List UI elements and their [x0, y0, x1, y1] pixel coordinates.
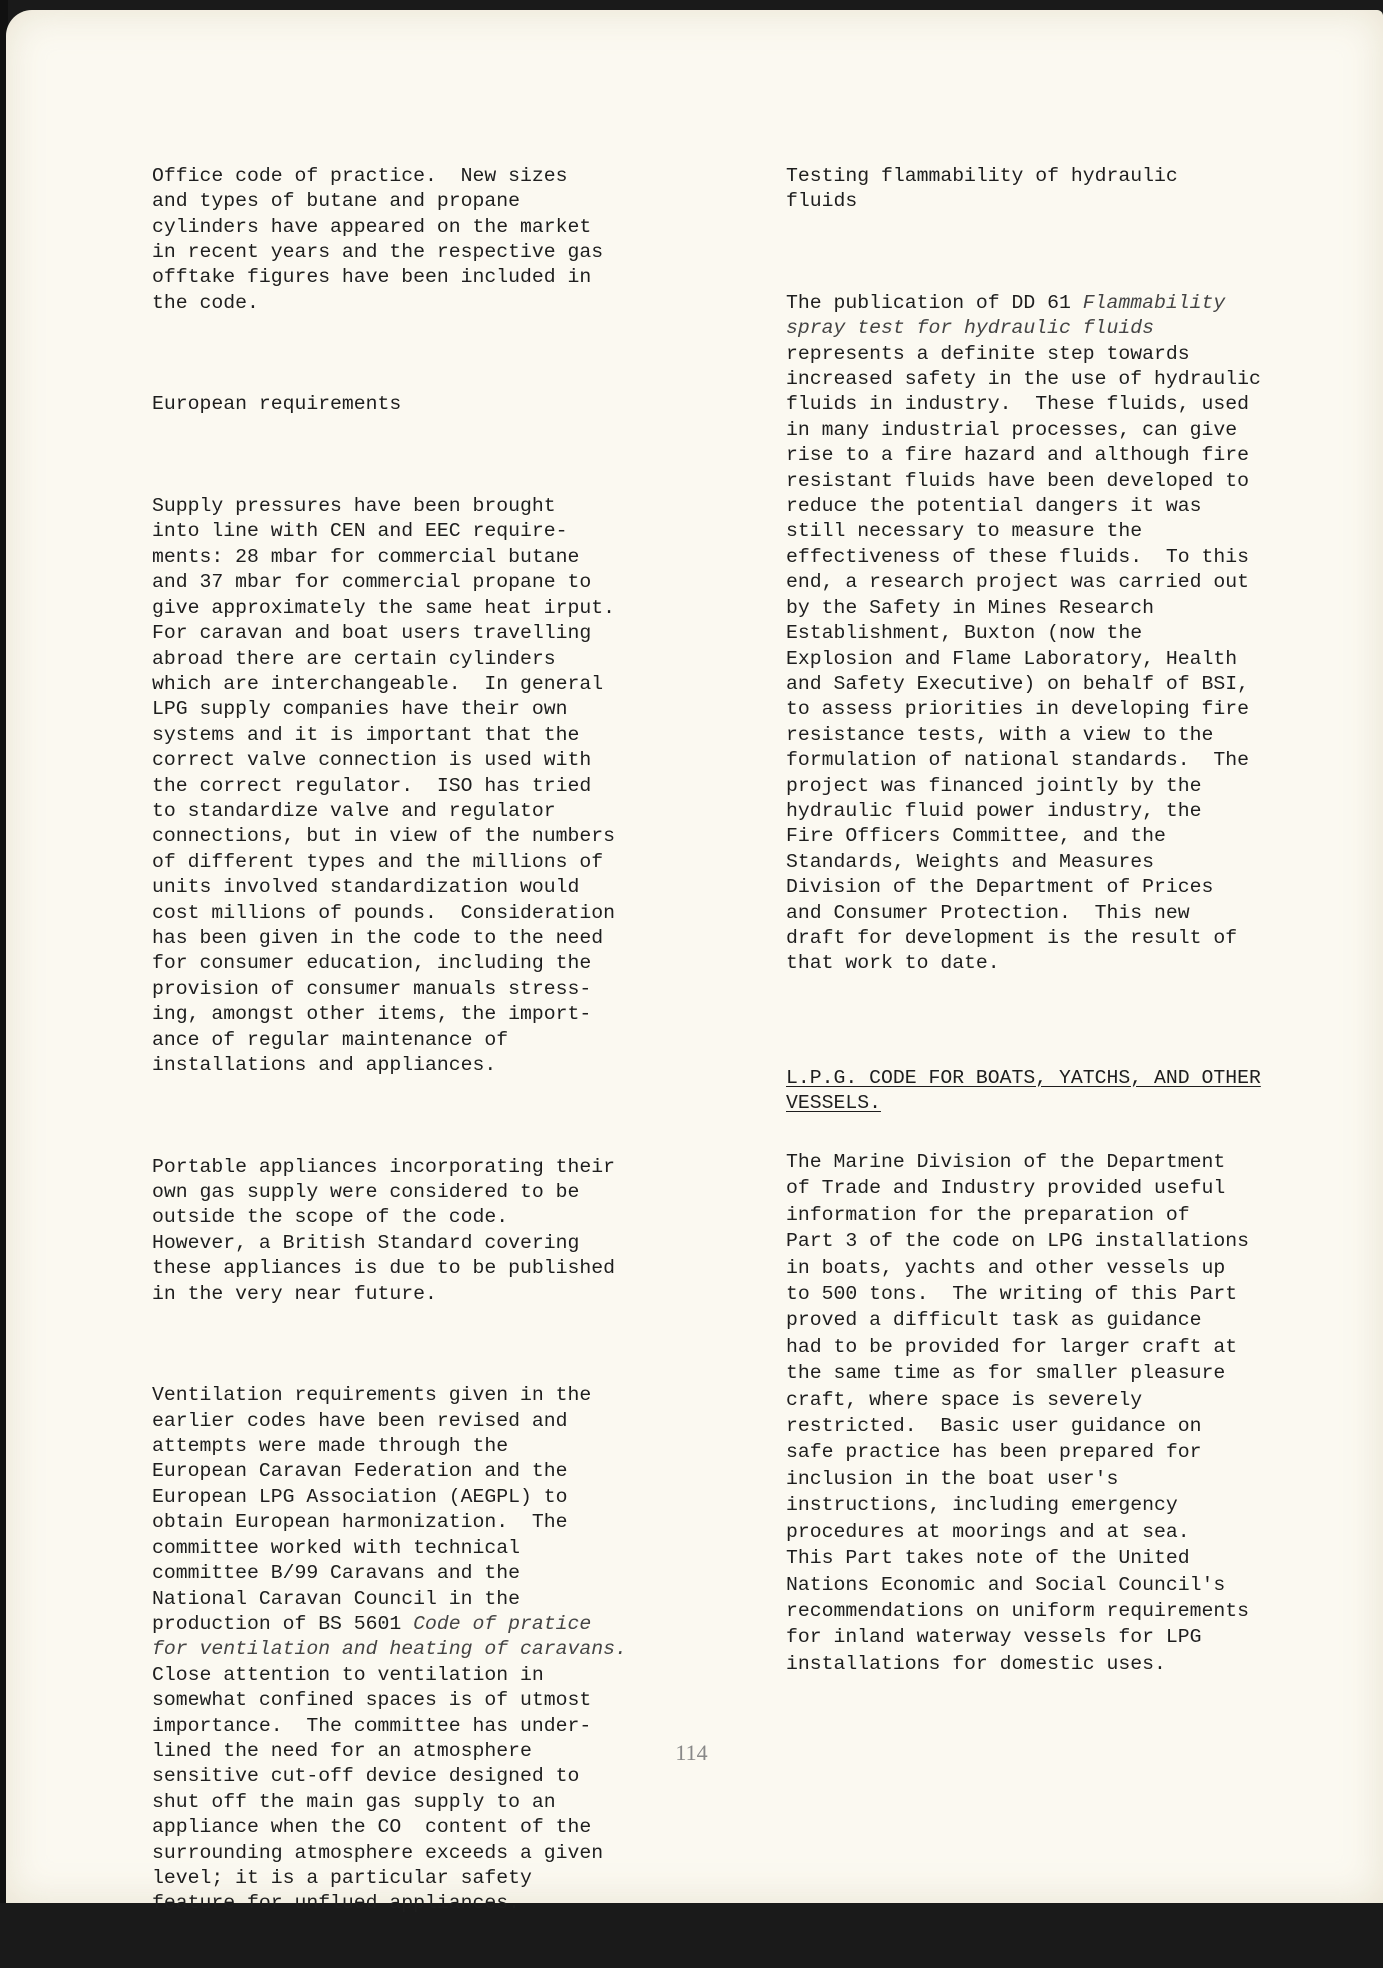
paragraph-marine-division: The Marine Division of the Department of Trade and Industry provided useful information for the preparation of Part 3 of the code on LPG installations in boats, yachts and other vessels up to 500 tons. The writing of this Part proved a difficult task as guidance had to be provided for larger craft at the same time as for smaller pleasure craft, where space is severely restricted. Basic user guidance on safe practice has been prepared for inclusion in the boat user's instructions, including emergency procedures at moorings and at sea. This Part takes note of the United Nations Economic and Social Council's recommendations on uniform requirements for inland waterway vessels for LPG installations for domestic uses. [786, 1151, 1249, 1675]
paragraph-dd61 [786, 291, 1261, 977]
heading-testing-flammability: Testing flammability of hydraulic fluids [786, 164, 1178, 213]
right-column [786, 113, 1261, 1028]
ventilation-text-a: Ventilation requirements given in the earlier codes have been revised and attempts were made through the European Caravan Federation and the European LPG Association (AEGPL) to obtain European harmonization. The committee worked with technical committee B/99 Caravans and the National Caravan Council in the production of BS 5601 [152, 1384, 592, 1635]
heading-lpg-code-boats-text: L.P.G. CODE FOR BOATS, YATCHS, AND OTHER VESSELS. [786, 1067, 1261, 1115]
paragraph-supply-pressures: Supply pressures have been brought into line with CEN and EEC require- ments: 28 mbar for commercial butane and 37 mbar for commercial propane to give approximately the same heat irput. For caravan and boat users travelling abroad there are certain cylinders which are interchangeable. In general LPG supply companies have their own systems and it is important that the correct valve connection is used with the correct regulator. ISO has tried to standardize valve and regulator connections, but in view of the numbers of different types and the millions of units involved standardization would cost millions of pounds. Consideration has been given in the code to the need for consumer education, including the provision of consumer manuals stress- ing, amongst other items, the import- ance of regular maintenance of installations and appliances. [152, 495, 615, 1076]
dd61-text-b: represents a definite step towards increased safety in the use of hydraulic fluids in industry. These fluids, used in many industrial processes, can give rise to a fire hazard and although fire resistant fluids have been developed to reduce the potential dangers it was still necessary to measure the effectiveness of these fluids. To this end, a research project was carried out by the Safety in Mines Research Establishment, Buxton (now the Explosion and Flame Laboratory, Health and Safety Executive) on behalf of BSI, to assess priorities in developing fire resistance tests, with a view to the formulation of national standards. The project was financed jointly by the hydraulic fluid power industry, the Fire Officers Committee, and the Standards, Weights and Measures Division of the Department of Prices and Consumer Protection. This new draft for development is the result of that work to date. [786, 342, 1261, 975]
heading-european-requirements: European requirements [152, 393, 402, 416]
dd61-text-a: The publication of DD 61 [786, 291, 1083, 314]
paragraph-ventilation [152, 1383, 627, 1917]
ventilation-text-b: Close attention to ventilation in somewhat confined spaces is of utmost importance. The committee has under- lined the need for an atmosphere sensitive cut-off device designed to shut off the main gas supply to an appliance when the CO content of the surrounding atmosphere exceeds a given level; it is a particular safety feature for unflued appliances. [152, 1663, 604, 1915]
page-number: 114 [675, 1740, 708, 1765]
heading-lpg-code-boats [786, 1066, 1261, 1117]
paragraph-office-code: Office code of practice. New sizes and types of butane and propane cylinders have appeared on the market in recent years and the respective gas offtake figures have been included in the code. [152, 164, 604, 314]
dd61-title: Flammability spray test for hydraulic fluids [786, 291, 1226, 340]
ventilation-standard-title: Code of pratice for ventilation and heating of caravans. [152, 1612, 627, 1661]
paragraph-portable-appliances: Portable appliances incorporating their own gas supply were considered to be outside the scope of the code. However, a British Standard covering these appliances is due to be published in the very near future. [152, 1155, 615, 1305]
left-column [152, 113, 627, 1968]
